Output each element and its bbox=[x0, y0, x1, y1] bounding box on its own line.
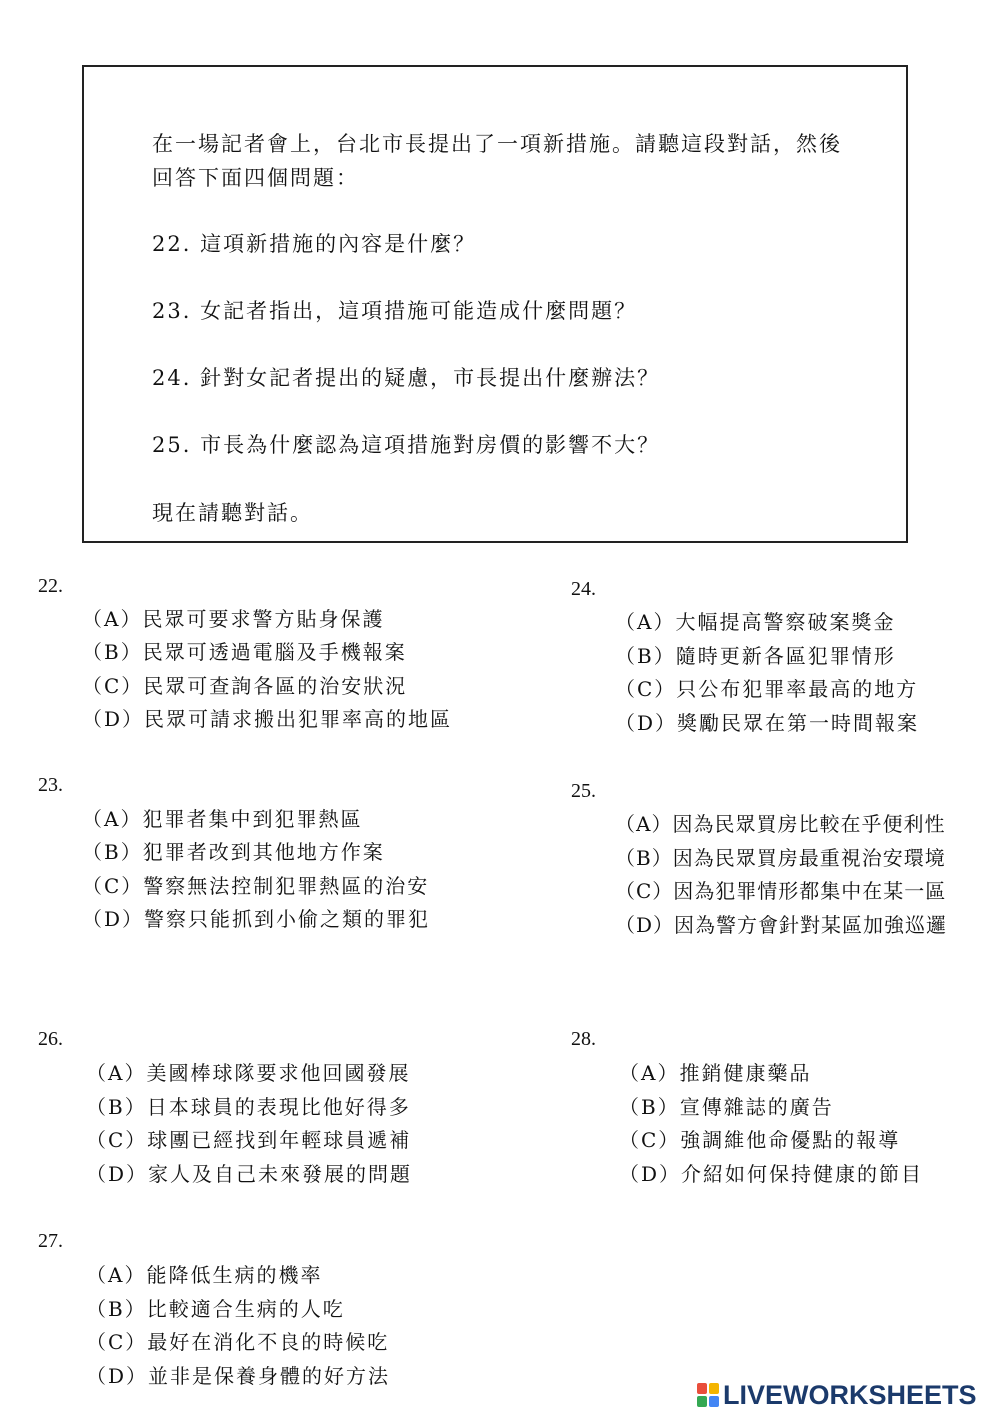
option-c[interactable]: （C）最好在消化不良的時候吃 bbox=[86, 1330, 390, 1354]
option-a[interactable]: （A）大幅提高警察破案獎金 bbox=[615, 610, 896, 634]
intro-line-2: 回答下面四個問題： bbox=[152, 166, 359, 190]
option-d[interactable]: （D）民眾可請求搬出犯罪率高的地區 bbox=[82, 707, 453, 731]
option-a[interactable]: （A）美國棒球隊要求他回國發展 bbox=[86, 1061, 411, 1085]
option-b[interactable]: （B）日本球員的表現比他好得多 bbox=[86, 1095, 411, 1119]
intro-closing: 現在請聽對話。 bbox=[152, 501, 313, 525]
question-number: 25. bbox=[571, 780, 596, 802]
liveworksheets-logo-icon bbox=[697, 1383, 719, 1407]
option-a[interactable]: （A）推銷健康藥品 bbox=[619, 1061, 812, 1085]
option-c[interactable]: （C）警察無法控制犯罪熱區的治安 bbox=[82, 874, 430, 898]
option-b[interactable]: （B）宣傳雜誌的廣告 bbox=[619, 1095, 834, 1119]
intro-question-24: 24. 針對女記者提出的疑慮，市長提出什麼辦法？ bbox=[152, 366, 661, 390]
option-b[interactable]: （B）隨時更新各區犯罪情形 bbox=[615, 644, 896, 668]
question-number: 22. bbox=[38, 575, 63, 597]
option-b[interactable]: （B）犯罪者改到其他地方作案 bbox=[82, 840, 385, 864]
option-a[interactable]: （A）能降低生病的機率 bbox=[86, 1263, 323, 1287]
intro-question-25: 25. 市長為什麼認為這項措施對房價的影響不大？ bbox=[152, 433, 661, 457]
option-c[interactable]: （C）只公布犯罪率最高的地方 bbox=[615, 677, 919, 701]
option-d[interactable]: （D）介紹如何保持健康的節目 bbox=[619, 1162, 924, 1186]
option-c[interactable]: （C）民眾可查詢各區的治安狀況 bbox=[82, 674, 408, 698]
option-b[interactable]: （B）民眾可透過電腦及手機報案 bbox=[82, 640, 407, 664]
question-number: 26. bbox=[38, 1028, 63, 1050]
option-a[interactable]: （A）犯罪者集中到犯罪熱區 bbox=[82, 807, 363, 831]
question-number: 27. bbox=[38, 1230, 63, 1252]
question-number: 23. bbox=[38, 774, 63, 796]
question-number: 28. bbox=[571, 1028, 596, 1050]
option-b[interactable]: （B）因為民眾買房最重視治安環境 bbox=[615, 846, 946, 870]
listening-instructions-box bbox=[82, 65, 908, 543]
option-a[interactable]: （A）因為民眾買房比較在乎便利性 bbox=[615, 812, 946, 836]
option-c[interactable]: （C）強調維他命優點的報導 bbox=[619, 1128, 901, 1152]
option-a[interactable]: （A）民眾可要求警方貼身保護 bbox=[82, 607, 385, 631]
option-d[interactable]: （D）家人及自己未來發展的問題 bbox=[86, 1162, 413, 1186]
option-b[interactable]: （B）比較適合生病的人吃 bbox=[86, 1297, 345, 1321]
option-c[interactable]: （C）因為犯罪情形都集中在某一區 bbox=[615, 879, 947, 903]
intro-question-23: 23. 女記者指出，這項措施可能造成什麼問題？ bbox=[152, 299, 638, 323]
option-c[interactable]: （C）球團已經找到年輕球員遞補 bbox=[86, 1128, 412, 1152]
option-d[interactable]: （D）獎勵民眾在第一時間報案 bbox=[615, 711, 920, 735]
question-number: 24. bbox=[571, 578, 596, 600]
option-d[interactable]: （D）因為警方會針對某區加強巡邏 bbox=[615, 913, 948, 937]
liveworksheets-brand[interactable] bbox=[697, 1380, 977, 1410]
intro-question-22: 22. 這項新措施的內容是什麼？ bbox=[152, 232, 477, 256]
option-d[interactable]: （D）並非是保養身體的好方法 bbox=[86, 1364, 391, 1388]
brand-name: LIVEWORKSHEETS bbox=[723, 1379, 977, 1410]
option-d[interactable]: （D）警察只能抓到小偷之類的罪犯 bbox=[82, 907, 431, 931]
intro-line-1: 在一場記者會上，台北市長提出了一項新措施。請聽這段對話，然後 bbox=[152, 132, 842, 156]
